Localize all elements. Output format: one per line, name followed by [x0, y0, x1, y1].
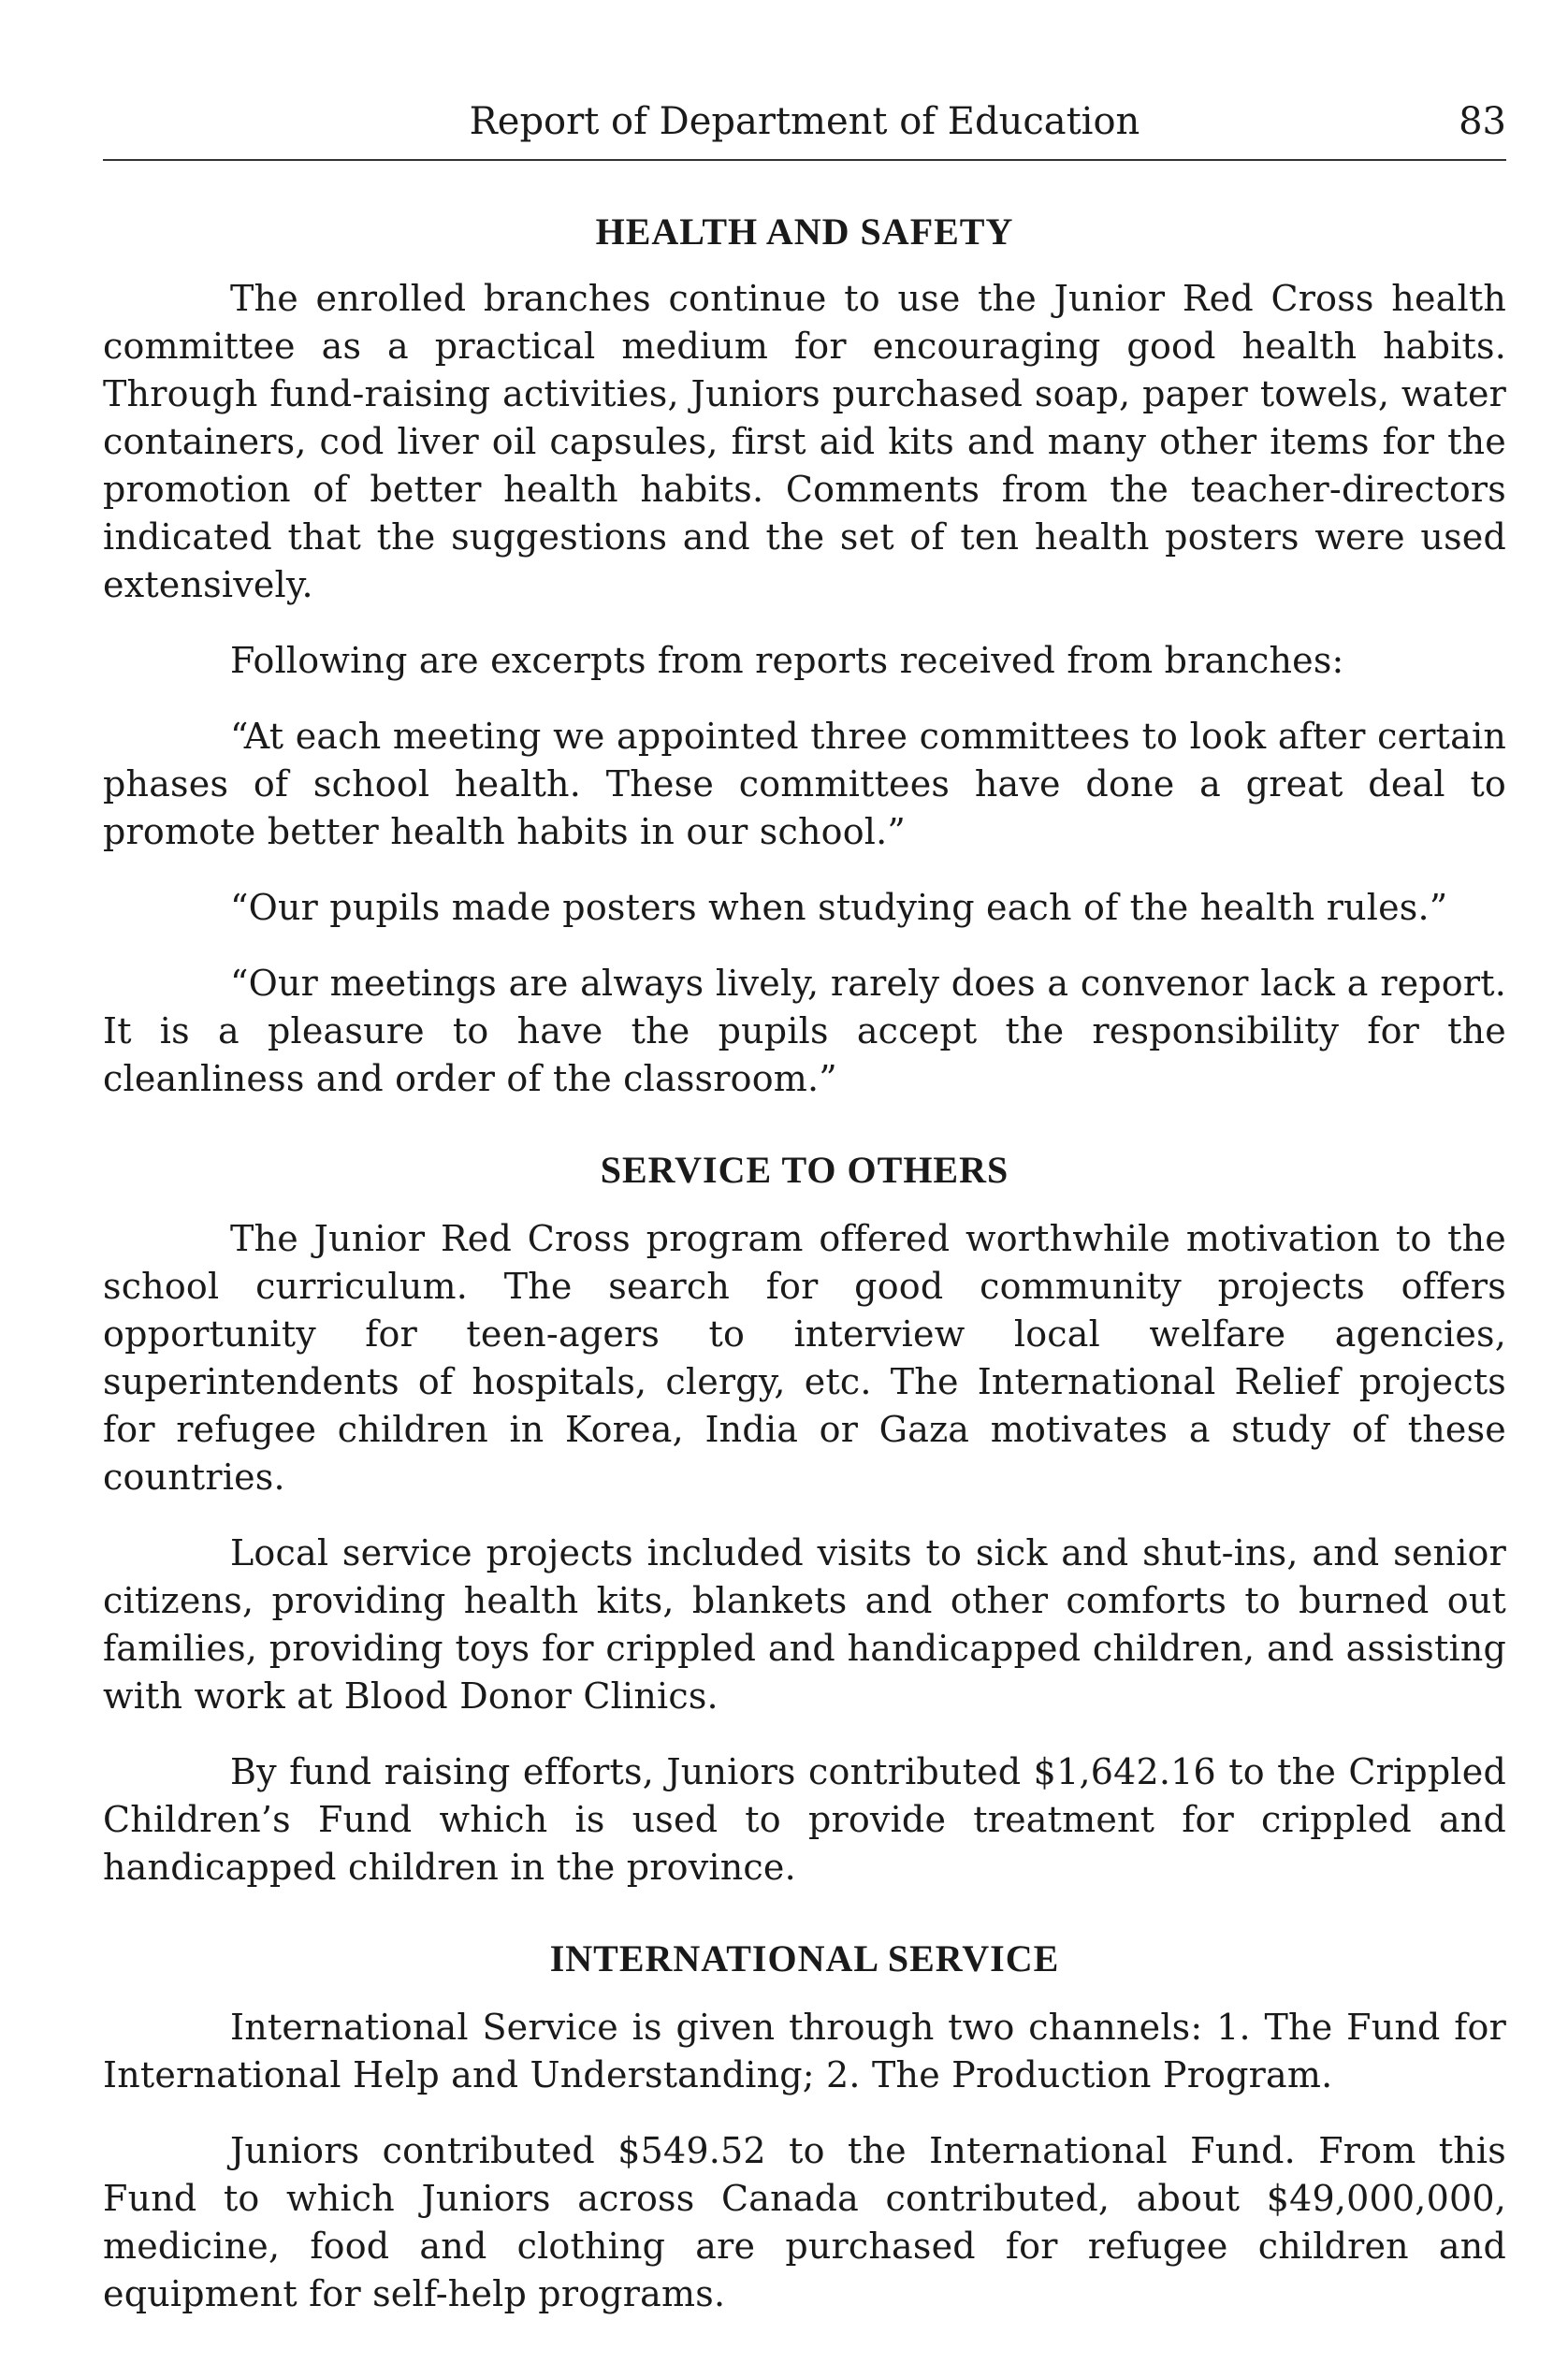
document-page [103, 94, 1506, 2318]
running-title: Report of Department of Education [469, 100, 1140, 143]
paragraph: Following are excerpts from reports received from branches: [230, 640, 1344, 681]
paragraph: The Junior Red Cross program offered worthwhile motivation to the school curriculum. The search for good community projects offers opportunity for teen-agers to interview local welfare agencies, superintendents of hospitals, clergy, etc. The International Relief projects for refugee children in Korea, India or Gaza motivates a study of these countries. [103, 1218, 1506, 1498]
section-title-service-to-others: SERVICE TO OTHERS [600, 1149, 1009, 1191]
paragraph: By fund raising efforts, Juniors contributed $1,642.16 to the Crippled Children’s Fund which is used to provide treatment for crippled and handicapped children in the province. [103, 1751, 1506, 1888]
quote-paragraph: “Our meetings are always lively, rarely does a convenor lack a report. It is a pleasure to have the pupils accept the responsibility for the cleanliness and order of the classroom.” [103, 963, 1506, 1099]
paragraph: International Service is given through two channels: 1. The Fund for International Help and Understanding; 2. The Production Program. [103, 2007, 1506, 2095]
paragraph: Local service projects included visits to sick and shut-ins, and senior citizens, providing health kits, blankets and other comforts to burned out families, providing toys for crippled and handicapped children, and assisting with work at Blood Donor Clinics. [103, 1532, 1506, 1717]
section-title-health-and-safety: HEALTH AND SAFETY [595, 210, 1014, 253]
quote-paragraph: “At each meeting we appointed three committees to look after certain phases of school health. These committees have done a great deal to promote better health habits in our school.” [103, 716, 1506, 852]
paragraph: Juniors contributed $549.52 to the International Fund. From this Fund to which Juniors across Canada contributed, about $49,000,000, medicine, food and clothing are purchased for refugee children and equipment for self-help programs. [103, 2130, 1506, 2314]
page-number: 83 [1459, 100, 1506, 143]
section-title-international-service: INTERNATIONAL SERVICE [549, 1937, 1060, 1979]
header-rule [103, 159, 1506, 161]
running-header [103, 94, 1506, 150]
quote-paragraph: “Our pupils made posters when studying each of the health rules.” [230, 887, 1448, 928]
paragraph: The enrolled branches continue to use the Junior Red Cross health committee as a practical medium for encouraging good health habits. Through fund-raising activities, Juniors purchased soap, paper towels, water containers, cod liver oil capsules, first aid kits and many other items for the promotion of better health habits. Comments from the teacher-directors indicated that the suggestions and the set of ten health posters were used extensively. [103, 278, 1506, 605]
